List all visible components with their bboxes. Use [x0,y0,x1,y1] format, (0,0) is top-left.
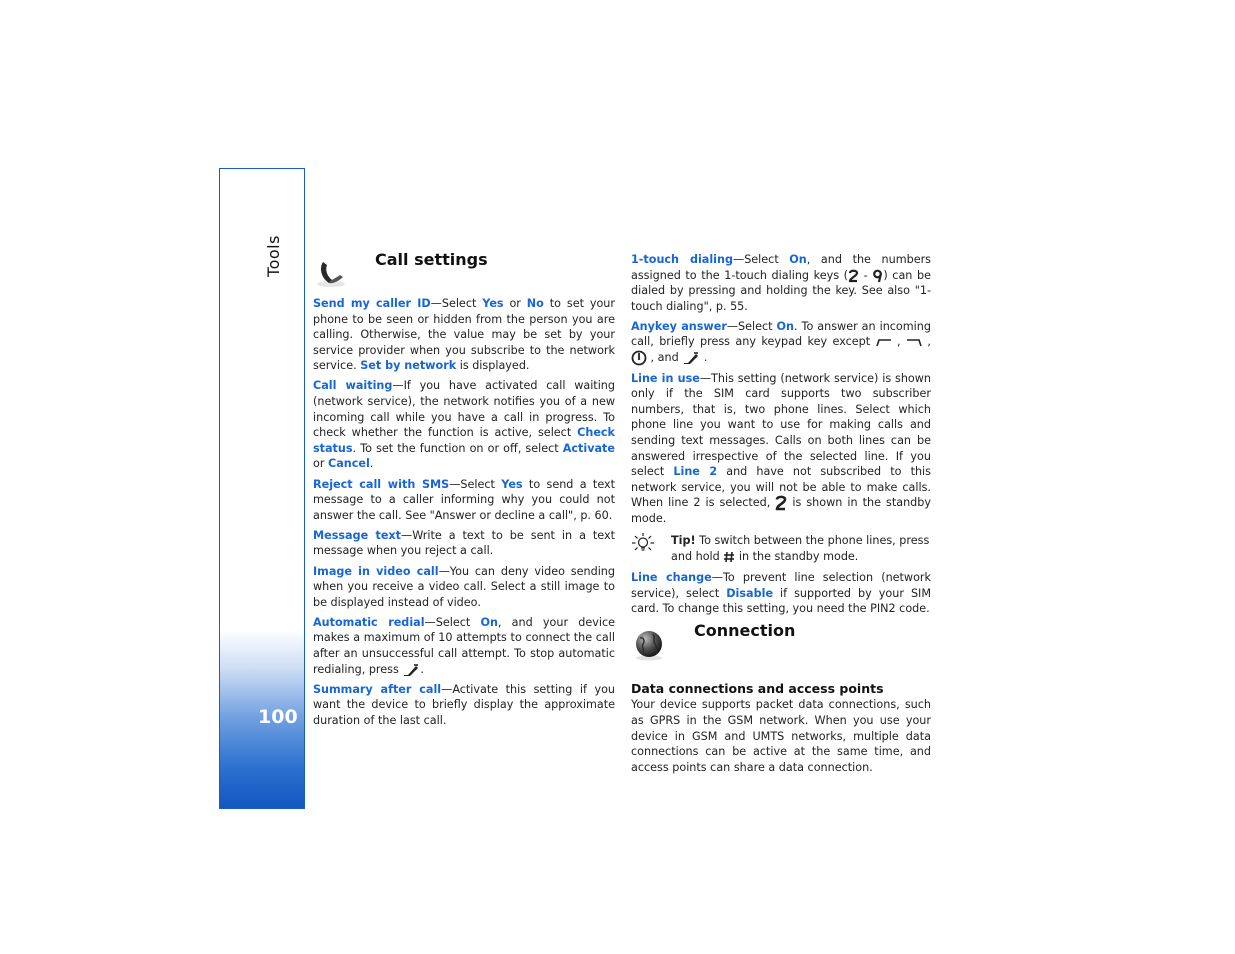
text: , and [647,351,683,365]
data-connections-subheading: Data connections and access points [631,680,884,696]
option-cancel: Cancel [328,457,370,471]
connection-heading [631,620,931,671]
text: is displayed. [456,359,530,373]
hash-key-icon [723,551,735,563]
image-video-term: Image in video call [313,564,439,578]
text: —If you have activated call waiting (network service), the network notifies you of a new incoming call while you have a call in progress. To check whether the function is active, select [313,379,615,440]
text: in the standby mode. [735,549,859,563]
text: to send a text message to a caller informing why you could not answer the call. See "Answer or decline a call", p. 60. [313,477,616,522]
phone-handset-icon [315,256,347,288]
lightbulb-icon [631,532,655,554]
text: —To prevent line selection (network service), select [631,571,932,600]
call-settings-heading [313,252,615,296]
text: or [503,297,527,310]
text: , [922,335,931,349]
text: —Select [430,297,483,310]
option-activate: Activate [562,441,615,455]
summary-term: Summary after call [313,682,442,696]
image-video-paragraph [313,564,615,611]
text: —This setting (network service) is shown only if the SIM card supports two subscriber numbers, that is, two phone lines. Select which phone line you want to use for making calls and sending text messages. Calls on both lines can be answered irrespective of the selected line. If you select [631,371,931,479]
call-waiting-term: Call waiting [313,379,393,393]
text: , and your device makes a maximum of 10 attempts to connect the call after an unsuccessful call attempt. To stop automatic redialing, press [313,615,615,676]
text: ) can be dialed by pressing and holding the key. See also "1-touch dialing", p. 55. [631,268,931,313]
message-text-paragraph [313,528,615,559]
end-key-icon [682,351,700,365]
send-caller-id-term: Send my caller ID [313,297,431,310]
connection-body: Your device supports packet data connections, such as GPRS in the GSM network. When you use your device in GSM and UMTS networks, multiple data connections can be active at the same time, and access points can share a data connection. [631,698,931,774]
option-line-2: Line 2 [673,465,718,479]
one-touch-term: 1-touch dialing [631,253,733,266]
option-yes: Yes [501,477,523,491]
anykey-paragraph [631,319,931,366]
option-on: On [480,615,498,629]
text: . [700,351,708,365]
line-in-use-term: Line in use [631,371,700,385]
line-change-paragraph [631,570,931,617]
text: To switch between the phone lines, press and hold [671,533,930,563]
left-selection-key-icon [876,336,892,348]
line-in-use-paragraph [631,371,931,527]
anykey-term: Anykey answer [631,319,727,333]
call-settings-title: Call settings [375,250,488,269]
text: —Activate this setting if you want the device to briefly display the approximate duration of the last call. [313,682,615,727]
text: to set your phone to be seen or hidden from the person you are calling. Otherwise, the value may be set by your service provider when you subscribe to the network service. [313,297,615,373]
text: —Select [733,253,790,266]
text: , and the numbers assigned to the 1-touch dialing keys ( [631,253,932,282]
line-change-term: Line change [631,571,712,585]
option-on: On [776,319,795,333]
text: . [420,662,424,676]
option-set-by-network: Set by network [360,359,457,373]
end-key-icon [402,663,420,677]
key-2-icon [848,269,859,283]
right-selection-key-icon [906,336,922,348]
option-on: On [789,253,807,266]
page-number: 100 [258,706,298,728]
text: —You can deny video sending when you receive a video call. Select a still image to be displayed instead of video. [313,564,616,609]
reject-call-paragraph [313,477,615,524]
text: —Select [424,615,481,629]
text: , [891,335,906,349]
text: . To answer an incoming call, briefly press any keypad key except [631,319,931,349]
right-column [631,252,931,780]
text: . [369,457,374,471]
text: - [859,268,873,282]
tip-label: Tip! [671,533,696,547]
section-tab-label: Tools [264,235,283,277]
key-9-icon [872,269,883,283]
option-no: No [526,297,544,310]
tip-box [631,533,931,564]
text: —Select [726,319,777,333]
text: is shown in the standby mode. [631,496,931,526]
text: or [313,457,329,471]
one-touch-paragraph [631,252,931,314]
call-waiting-paragraph [313,378,615,472]
summary-paragraph [313,682,615,729]
connection-title: Connection [694,620,796,640]
option-check-status: Check status [313,426,615,455]
send-caller-id-paragraph [313,296,615,374]
text: —Write a text to be sent in a text message when you reject a call. [313,528,615,558]
left-column [313,252,615,733]
text: and have not subscribed to this network service, you will not be able to make calls. When line 2 is selected, [631,465,931,510]
reject-call-term: Reject call with SMS [313,477,450,491]
message-text-term: Message text [313,528,401,542]
option-disable: Disable [726,586,774,600]
text: . To set the function on or off, select [352,441,563,455]
globe-icon [633,629,665,661]
option-yes: Yes [482,297,504,310]
auto-redial-term: Automatic redial [313,615,425,629]
power-key-icon [631,350,647,366]
text: —Select [449,477,502,491]
text: if supported by your SIM card. To change this setting, you need the PIN2 code. [631,586,931,616]
key-2-icon [775,495,787,511]
auto-redial-paragraph [313,615,615,677]
